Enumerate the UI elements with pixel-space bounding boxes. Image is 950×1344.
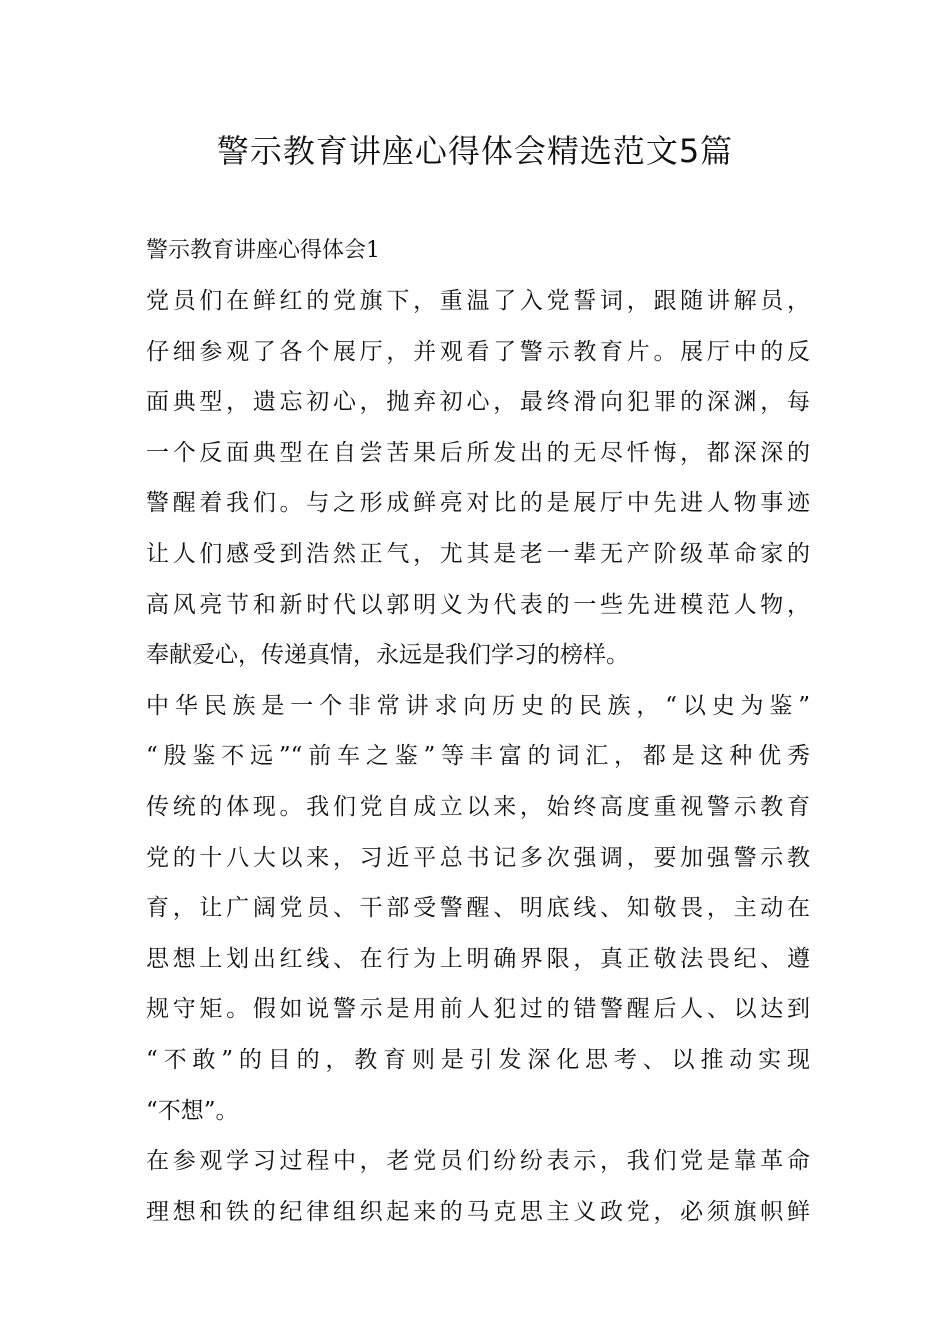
text-line: 育，让广阔党员、干部受警醒、明底线、知敬畏，主动在 [146,895,810,922]
text-line: 规守矩。假如说警示是用前人犯过的错警醒后人、以达到 [146,996,810,1023]
text-line: 奉献爱心，传递真情，永远是我们学习的榜样。 [146,642,629,669]
document-title: 警示教育讲座心得体会精选范文5篇 [216,132,734,170]
text-line: 仔细参观了各个展厅，并观看了警示教育片。展厅中的反 [146,338,810,365]
paragraph-2 [146,681,810,1136]
text-line: 让人们感受到浩然正气，尤其是老一辈无产阶级革命家的 [146,540,810,567]
text-line: 理想和铁的纪律组织起来的马克思主义政党，必须旗帜鲜 [146,1198,810,1225]
document-body [146,226,810,1237]
text-line: 警醒着我们。与之形成鲜亮对比的是展厅中先进人物事迹 [146,490,810,517]
text-line: 一个反面典型在自尝苦果后所发出的无尽忏悔，都深深的 [146,439,810,466]
text-line: 思想上划出红线、在行为上明确界限，真正敬法畏纪、遵 [146,945,810,972]
text-line: 高风亮节和新时代以郭明义为代表的一些先进模范人物， [146,591,810,618]
paragraph-3 [146,1136,810,1237]
section-heading: 警示教育讲座心得体会1 [146,238,380,263]
paragraph-1 [146,276,810,681]
text-line: “不敢”的目的，教育则是引发深化思考、以推动实现 [146,1046,810,1073]
text-line: 传统的体现。我们党自成立以来，始终高度重视警示教育 [146,793,810,820]
text-line: 党的十八大以来，习近平总书记多次强调，要加强警示教 [146,844,810,871]
text-line: 党员们在鲜红的党旗下，重温了入党誓词，跟随讲解员， [146,288,810,314]
text-line: 面典型，遗忘初心，抛弃初心，最终滑向犯罪的深渊，每 [146,389,810,416]
text-line: 在参观学习过程中，老党员们纷纷表示，我们党是靠革命 [146,1148,810,1175]
text-line: 中华民族是一个非常讲求向历史的民族，“以史为鉴” [146,692,810,719]
text-line: “不想”。 [146,1097,239,1124]
text-line: “殷鉴不远”“前车之鉴”等丰富的词汇，都是这种优秀 [146,743,810,770]
